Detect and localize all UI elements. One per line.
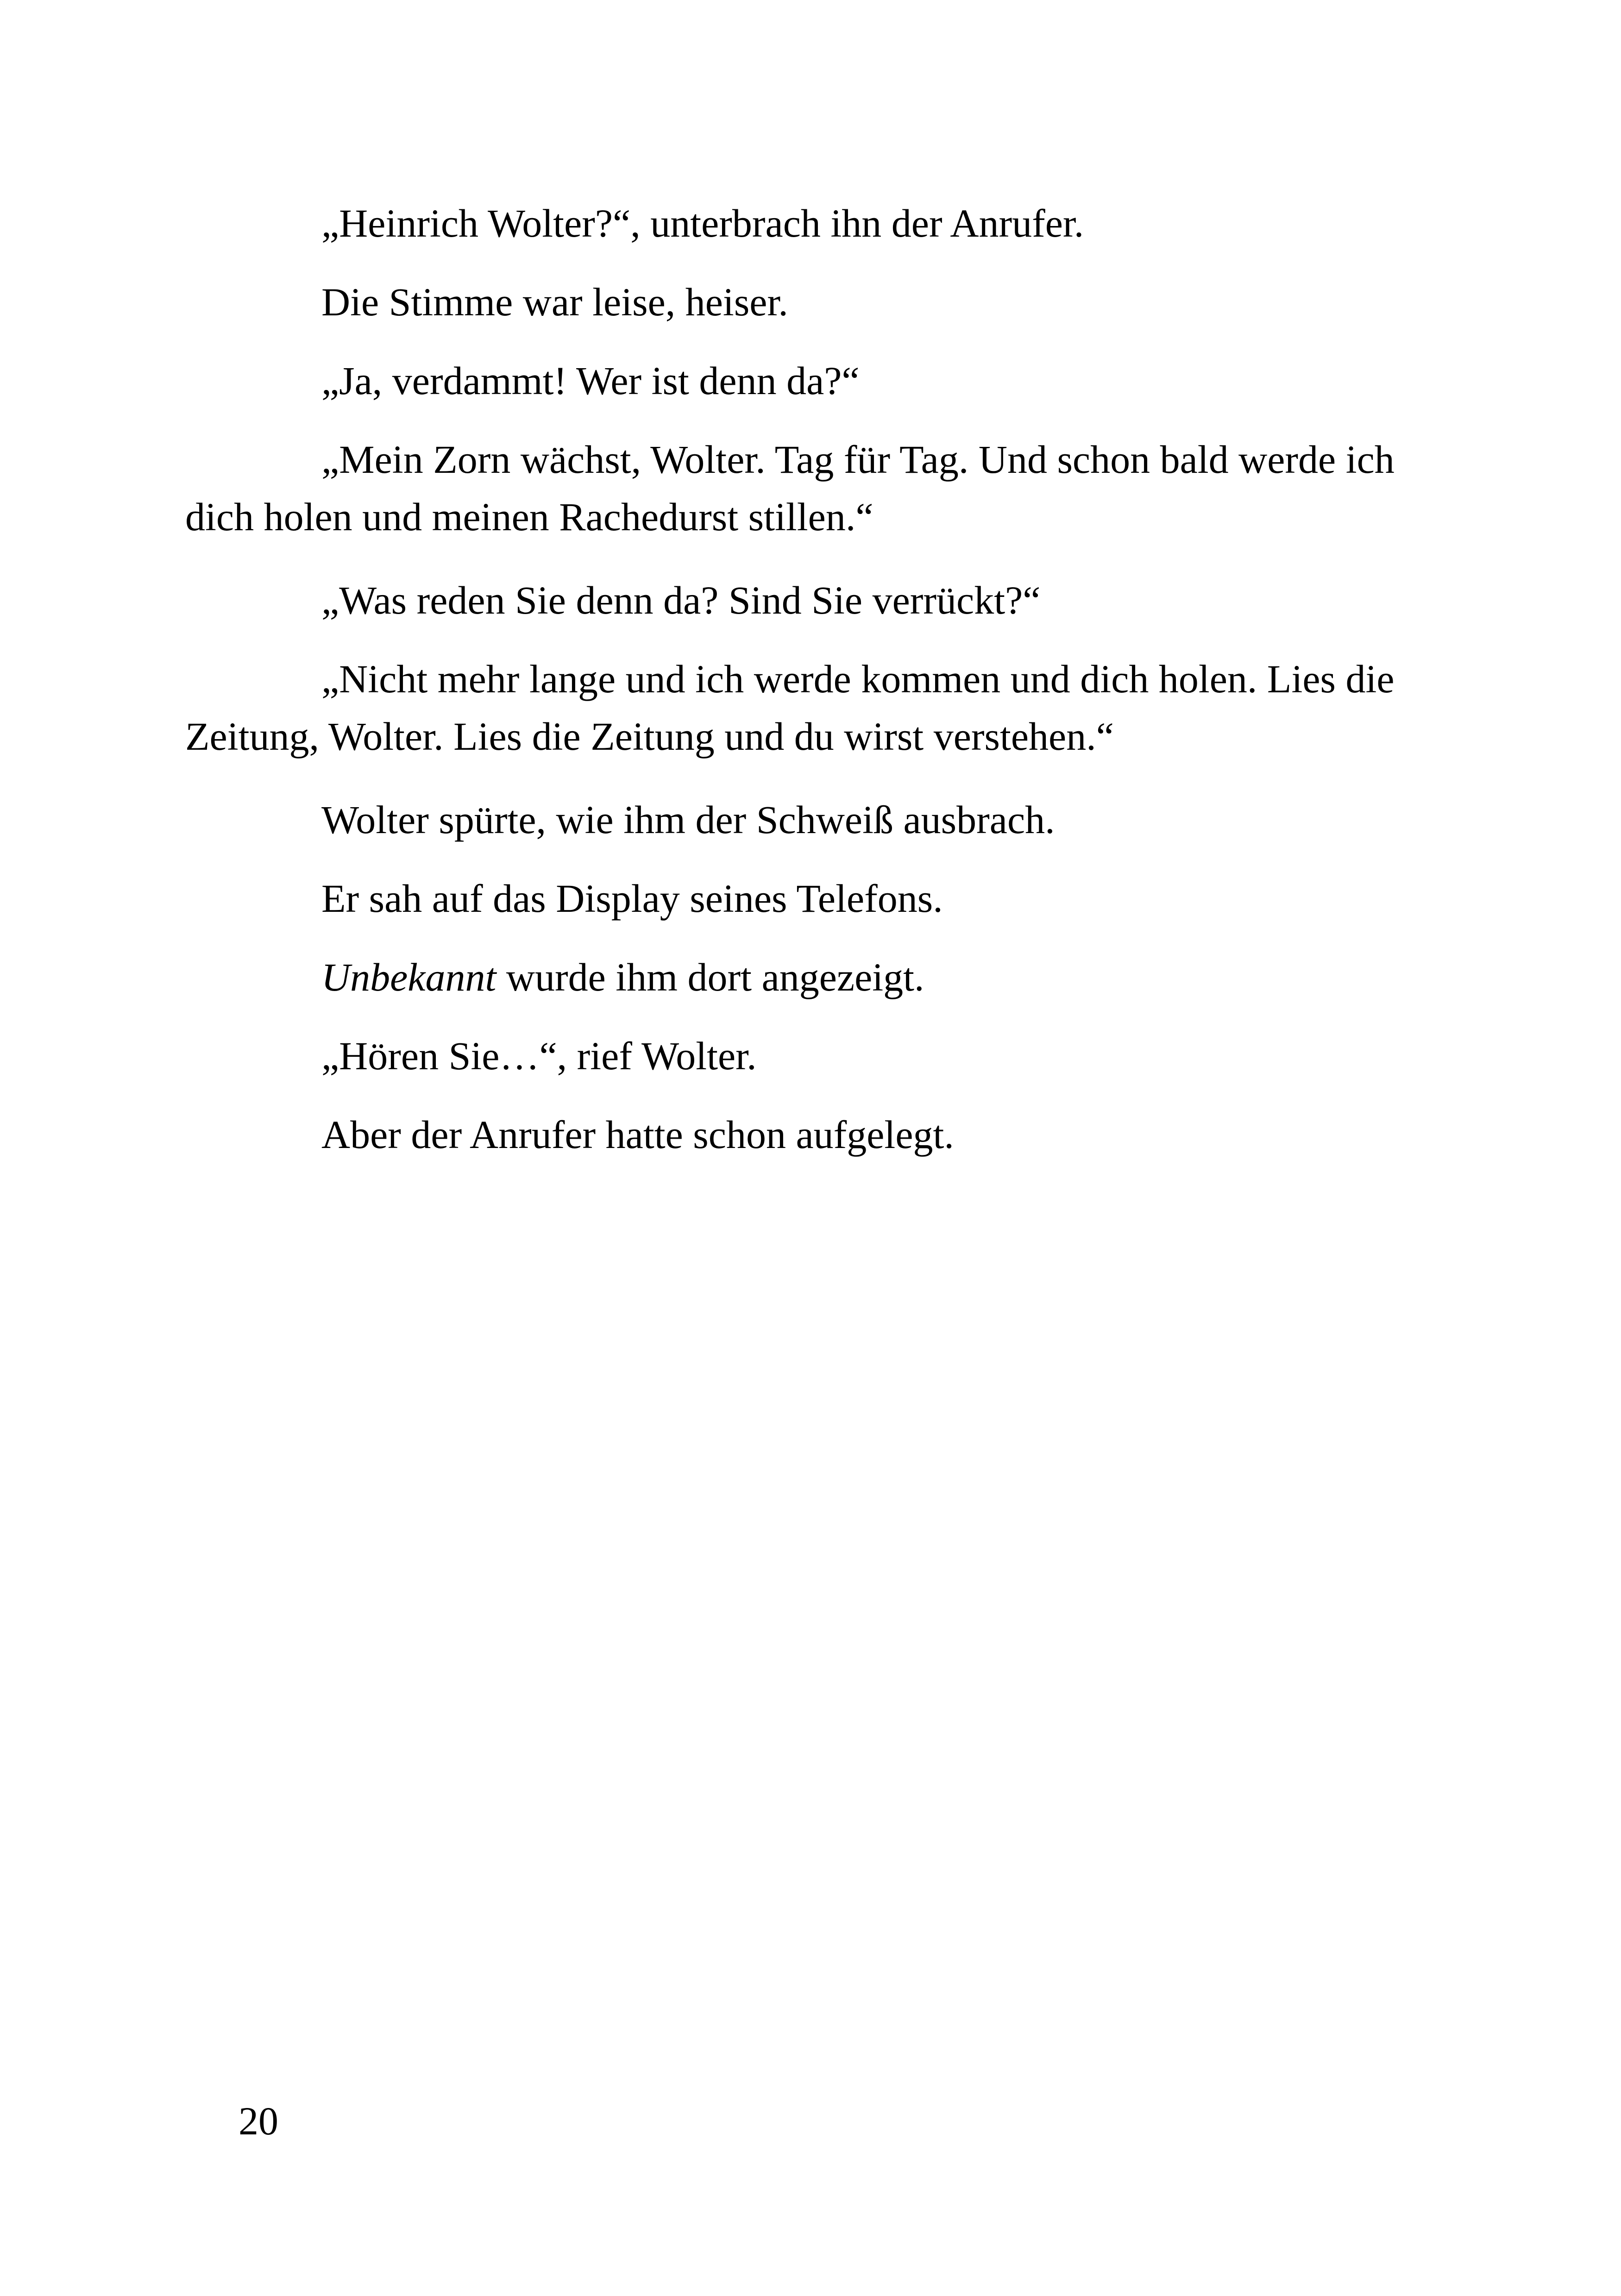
paragraph: „Mein Zorn wächst, Wolter. Tag für Tag. Und schon bald werde ich dich holen und meinen Rachedurst stillen.“	[185, 437, 1395, 539]
paragraph: „Was reden Sie denn da? Sind Sie verrückt?“	[321, 578, 1041, 622]
paragraph-text: wurde ihm dort angezeigt.	[496, 955, 924, 999]
paragraph: „Heinrich Wolter?“, unterbrach ihn der Anrufer.	[321, 201, 1084, 245]
paragraph: „Nicht mehr lange und ich werde kommen und dich holen. Lies die Zeitung, Wolter. Lies die Zeitung und du wirst verstehen.“	[185, 657, 1395, 759]
paragraph: Die Stimme war leise, heiser.	[321, 280, 788, 324]
paragraph: Wolter spürte, wie ihm der Schweiß ausbrach.	[321, 797, 1055, 842]
paragraph: „Ja, verdammt! Wer ist denn da?“	[321, 358, 860, 403]
page-number: 20	[239, 2099, 278, 2143]
paragraph: Aber der Anrufer hatte schon aufgelegt.	[321, 1112, 954, 1157]
emphasized-word: Unbekannt	[321, 955, 496, 999]
body-text	[185, 194, 1426, 1185]
paragraph: „Hören Sie…“, rief Wolter.	[321, 1034, 757, 1078]
paragraph: Er sah auf das Display seines Telefons.	[321, 876, 943, 921]
paragraph	[185, 948, 1426, 1006]
